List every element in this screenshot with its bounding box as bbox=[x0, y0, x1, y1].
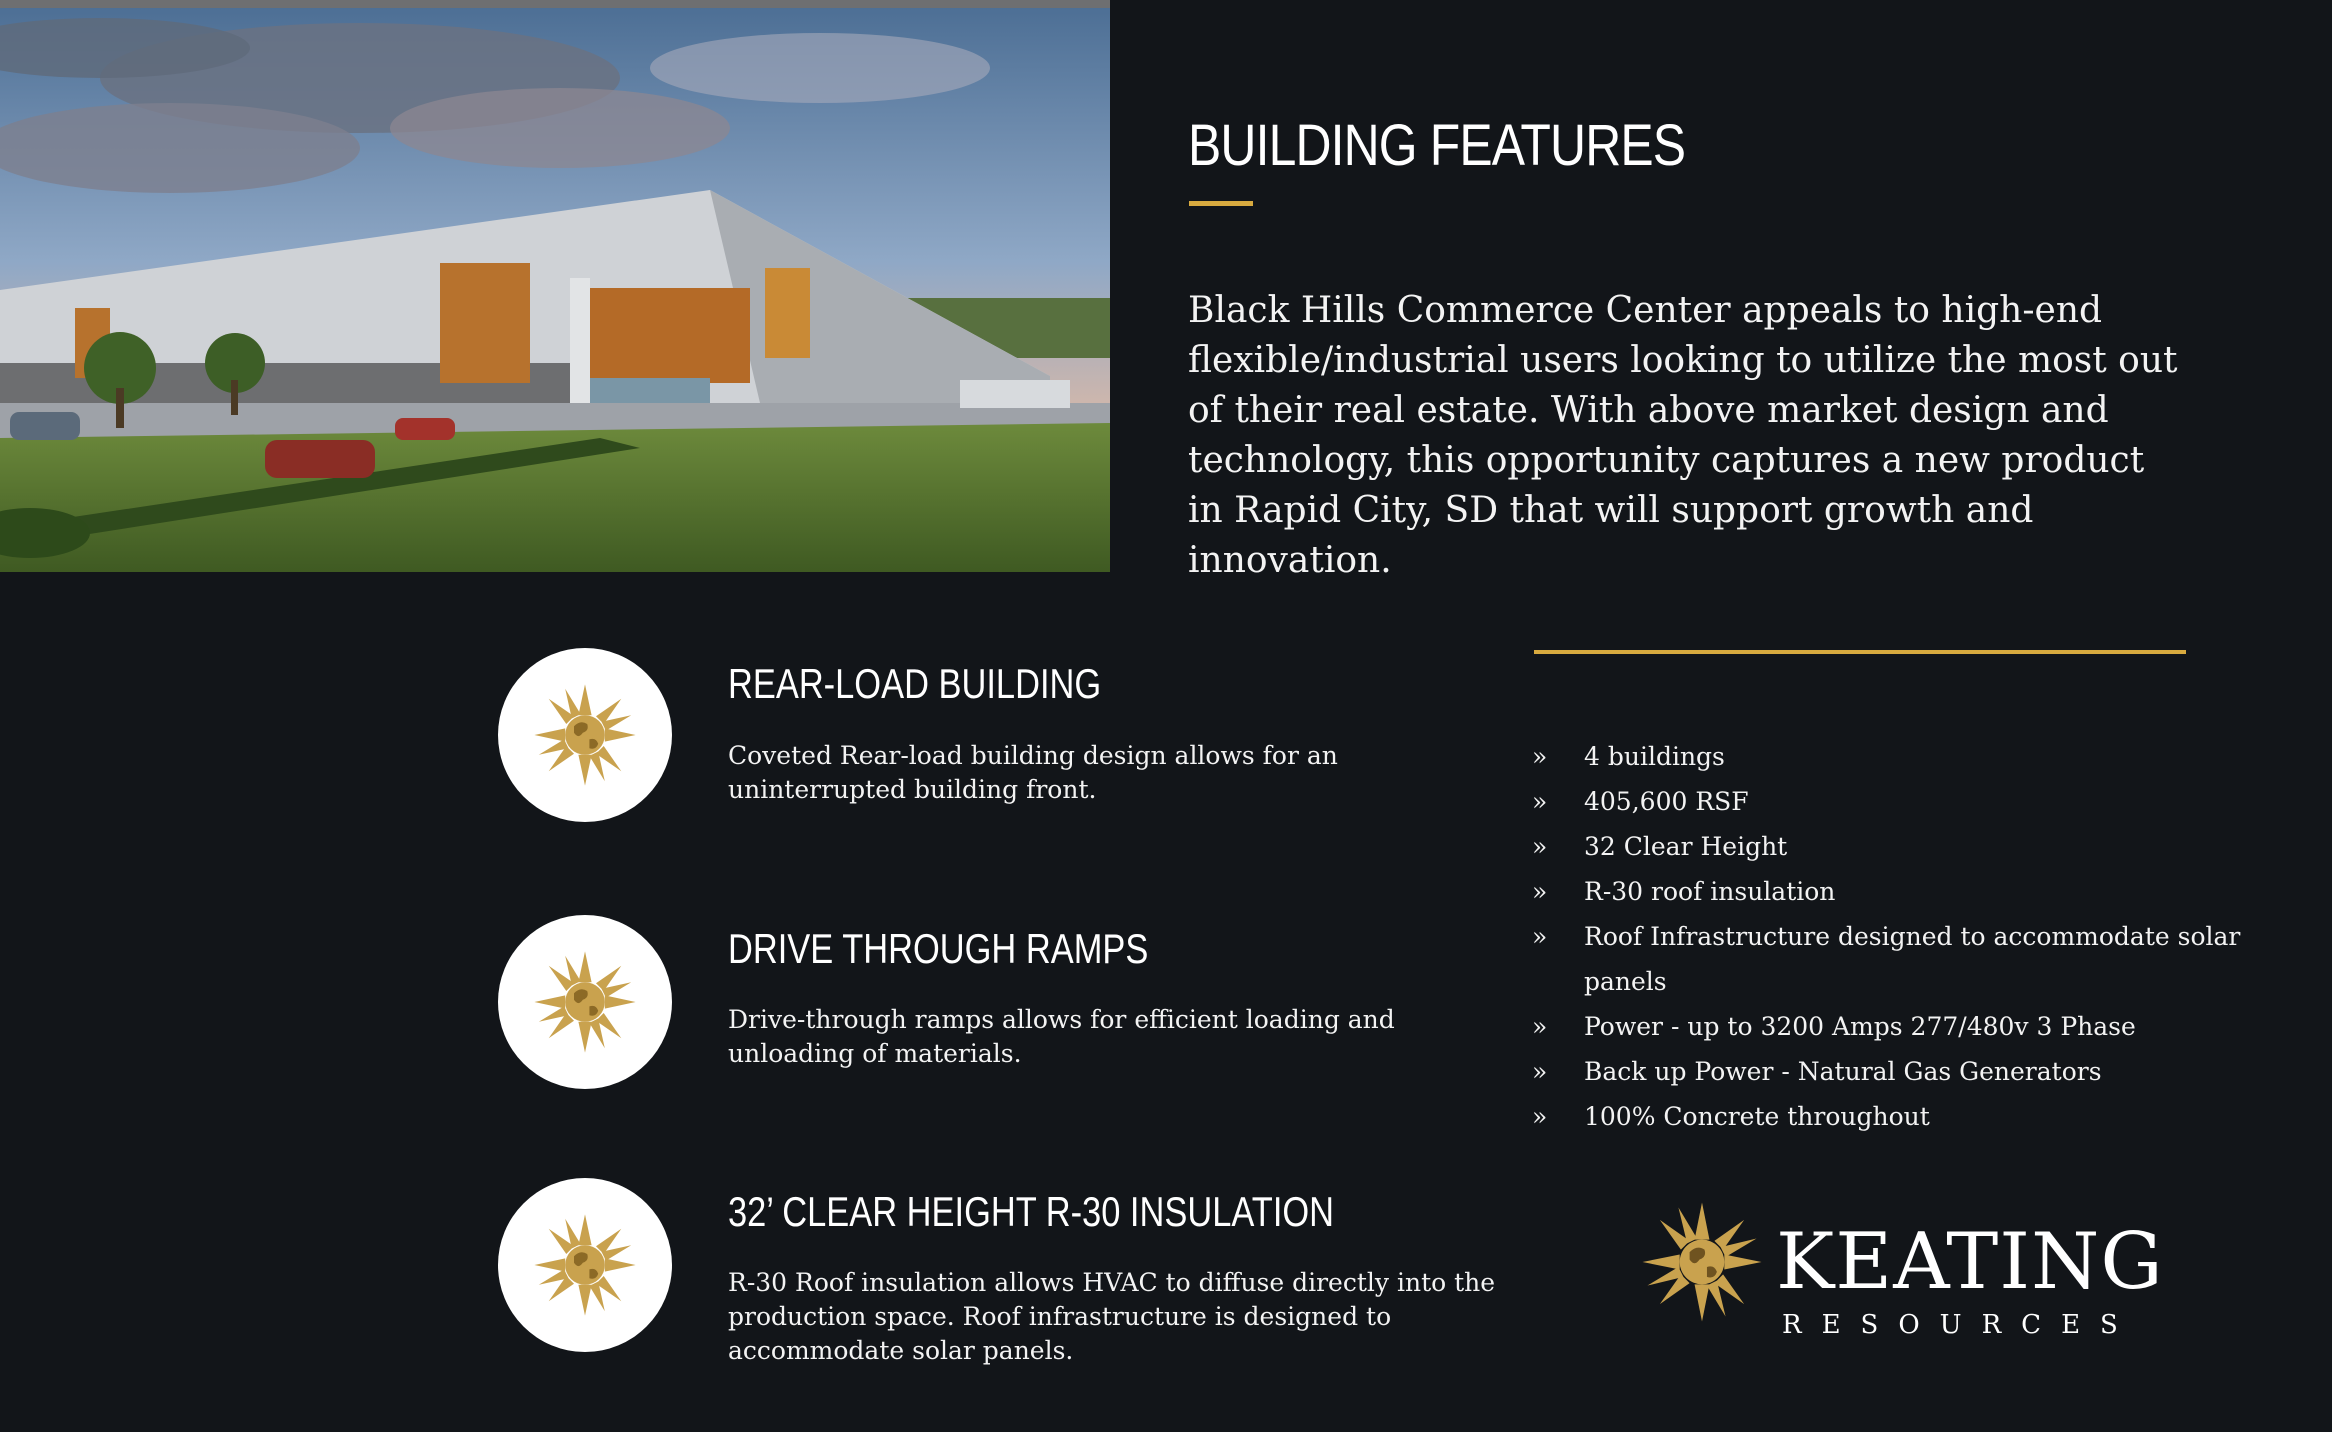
bullet-icon: » bbox=[1532, 832, 1548, 861]
sun-globe-icon bbox=[530, 947, 640, 1057]
feature-title-drive-through: DRIVE THROUGH RAMPS bbox=[728, 925, 1149, 972]
keating-logo bbox=[1640, 1200, 2164, 1350]
list-item: » Power - up to 3200 Amps 277/480v 3 Phase bbox=[1532, 1004, 2252, 1049]
bullet-icon: » bbox=[1532, 922, 1548, 951]
list-item: » Back up Power - Natural Gas Generators bbox=[1532, 1049, 2252, 1094]
top-divider bbox=[0, 0, 1110, 8]
list-item: » Roof Infrastructure designed to accommodate solar panels bbox=[1532, 914, 2252, 1004]
intro-paragraph: Black Hills Commerce Center appeals to high-end flexible/industrial users looking to utilize the most out of their real estate. With above market design and technology, this opportunity captures a new product in Rapid City, SD that will support growth and innovation. bbox=[1188, 290, 2178, 581]
feature-title-rear-load: REAR-LOAD BUILDING bbox=[728, 660, 1102, 707]
logo-name: KEATING bbox=[1776, 1217, 2164, 1307]
bullet-icon: » bbox=[1532, 1057, 1548, 1086]
list-item: » R-30 roof insulation bbox=[1532, 869, 2252, 914]
logo-subtitle: RESOURCES bbox=[1782, 1310, 2138, 1340]
feature-desc-clear-height: R-30 Roof insulation allows HVAC to diffuse directly into the production space. Roof infrastructure is designed to accommodate solar panels. bbox=[728, 1268, 1496, 1365]
list-item: » 100% Concrete throughout bbox=[1532, 1094, 2252, 1139]
title-underline bbox=[1189, 201, 1253, 206]
feature-icon-rear-load bbox=[498, 648, 672, 822]
list-item: » 4 buildings bbox=[1532, 734, 2252, 779]
hero-image bbox=[0, 8, 1110, 572]
sun-globe-icon bbox=[530, 1210, 640, 1320]
list-item: » 32 Clear Height bbox=[1532, 824, 2252, 869]
specs-list bbox=[1532, 734, 2252, 1139]
bullet-icon: » bbox=[1532, 1012, 1548, 1041]
feature-desc-drive-through: Drive-through ramps allows for efficient loading and unloading of materials. bbox=[728, 1005, 1395, 1068]
list-item: » 405,600 RSF bbox=[1532, 779, 2252, 824]
section-title: BUILDING FEATURES bbox=[1188, 113, 1686, 178]
sun-globe-icon bbox=[530, 680, 640, 790]
bullet-icon: » bbox=[1532, 742, 1548, 771]
bullet-icon: » bbox=[1532, 877, 1548, 906]
feature-icon-clear-height bbox=[498, 1178, 672, 1352]
feature-icon-drive-through bbox=[498, 915, 672, 1089]
feature-desc-rear-load: Coveted Rear-load building design allows for an uninterrupted building front. bbox=[728, 741, 1338, 804]
sun-globe-icon bbox=[1640, 1200, 1764, 1324]
specs-divider bbox=[1534, 650, 2186, 654]
bullet-icon: » bbox=[1532, 787, 1548, 816]
feature-title-clear-height: 32’ CLEAR HEIGHT R-30 INSULATION bbox=[728, 1188, 1335, 1235]
bullet-icon: » bbox=[1532, 1102, 1548, 1131]
